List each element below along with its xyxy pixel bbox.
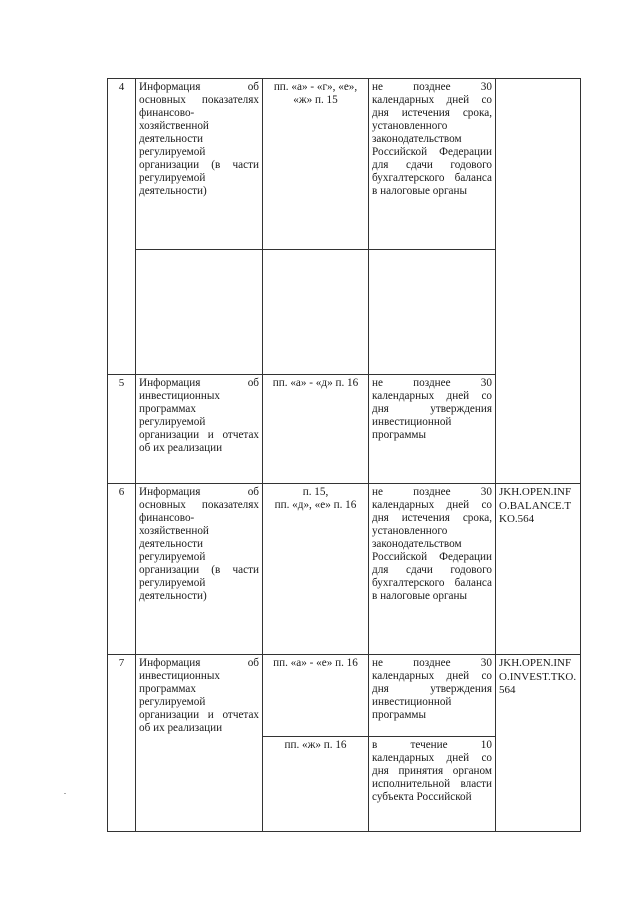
info-name-cell: Информация об основных показателях финансово-хозяйственной деятельности регулируемой организации (в части регулируемой деятельности) <box>136 79 263 250</box>
reference-cell: п. 15, пп. «д», «е» п. 16 <box>263 484 369 655</box>
empty-cell <box>136 250 263 375</box>
empty-cell <box>369 250 496 375</box>
deadline-cell: не позднее 30 календарных дней со дня истечения срока, установленного законодательством Российской Федерации для сдачи годового бухгалтерского баланса в налоговые органы <box>369 484 496 655</box>
info-name-cell: Информация об инвестиционных программах регулируемой организации и отчетах об их реализации <box>136 375 263 484</box>
table-row <box>108 655 581 737</box>
row-number: 5 <box>108 375 136 484</box>
deadline-cell: не позднее 30 календарных дней со дня утверждения инвестиционной программы <box>369 375 496 484</box>
table-row <box>108 79 581 250</box>
deadline-cell: не позднее 30 календарных дней со дня утверждения инвестиционной программы <box>369 655 496 737</box>
scan-speck <box>64 793 66 794</box>
deadline-cell: не позднее 30 календарных дней со дня истечения срока, установленного законодательством Российской Федерации для сдачи годового бухгалтерского баланса в налоговые органы <box>369 79 496 250</box>
table-row <box>108 484 581 655</box>
empty-cell <box>263 250 369 375</box>
reference-cell: пп. «а» - «д» п. 16 <box>263 375 369 484</box>
reference-cell: пп. «а» - «е» п. 16 <box>263 655 369 737</box>
row-number: 4 <box>108 79 136 375</box>
disclosure-table <box>107 78 581 832</box>
deadline-cell: в течение 10 календарных дней со дня принятия органом исполнительной власти субъекта Российской <box>369 737 496 832</box>
info-name-cell: Информация об основных показателях финансово-хозяйственной деятельности регулируемой организации (в части регулируемой деятельности) <box>136 484 263 655</box>
row-number: 6 <box>108 484 136 655</box>
info-name-cell: Информация об инвестиционных программах регулируемой организации и отчетах об их реализации <box>136 655 263 832</box>
form-code-cell: JKH.OPEN.INFO.BALANCE.TKO.564 <box>496 484 581 655</box>
reference-cell: пп. «ж» п. 16 <box>263 737 369 832</box>
row-number: 7 <box>108 655 136 832</box>
form-code-cell: JKH.OPEN.INFO.INVEST.TKO.564 <box>496 655 581 832</box>
form-code-cell <box>496 79 581 484</box>
reference-cell: пп. «а» - «г», «е», «ж» п. 15 <box>263 79 369 250</box>
